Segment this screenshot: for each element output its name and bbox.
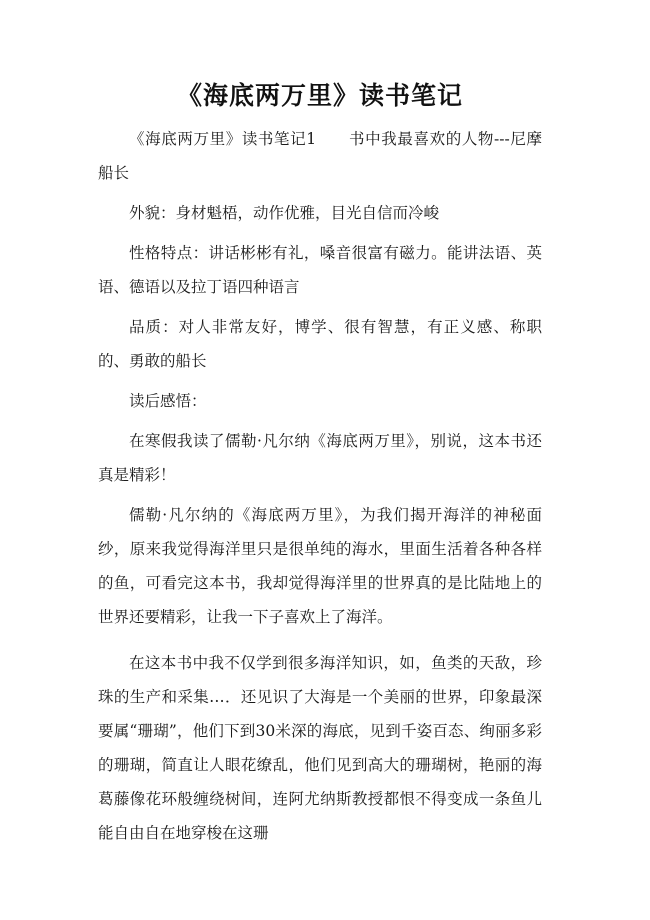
paragraph-personality: 性格特点：讲话彬彬有礼，嗓音很富有磁力。能讲法语、英语、德语以及拉丁语四种语言 [98, 244, 542, 296]
paragraph-reading: 在寒假我读了儒勒·凡尔纳《海底两万里》，别说，这本书还真是精彩！ [98, 432, 542, 484]
paragraph-ocean-mystery: 儒勒·凡尔纳的《海底两万里》，为我们揭开海洋的神秘面纱，原来我觉得海洋里只是很单纯的海水，里面生活着各种各样的鱼，可看完这本书，我却觉得海洋里的世界真的是比陆地上的世界还要精彩，让我一下子喜欢上了海洋。 [98, 506, 542, 626]
paragraph-coral: 在这本书中我不仅学到很多海洋知识，如，鱼类的天敌，珍珠的生产和采集…．还见识了大海是一个美丽的世界，印象最深要属“珊瑚”，他们下到30米深的海底，见到千姿百态、绚丽多彩的珊瑚，简直让人眼花缭乱，他们见到高大的珊瑚树，艳丽的海葛藤像花环般缠绕树间，连阿尤纳斯教授都恨不得变成一条鱼儿能自由自在地穿梭在这珊 [98, 654, 542, 842]
paragraph-intro: 《海底两万里》读书笔记1 书中我最喜欢的人物---尼摩船长 [98, 130, 542, 182]
document-title: 《海底两万里》读书笔记 [176, 81, 463, 110]
paragraph-reflection-heading: 读后感悟： [129, 392, 207, 410]
paragraph-appearance: 外貌：身材魁梧，动作优雅，目光自信而冷峻 [129, 204, 440, 222]
paragraph-character: 品质：对人非常友好，博学、很有智慧，有正义感、称职的、勇敢的船长 [98, 318, 542, 370]
